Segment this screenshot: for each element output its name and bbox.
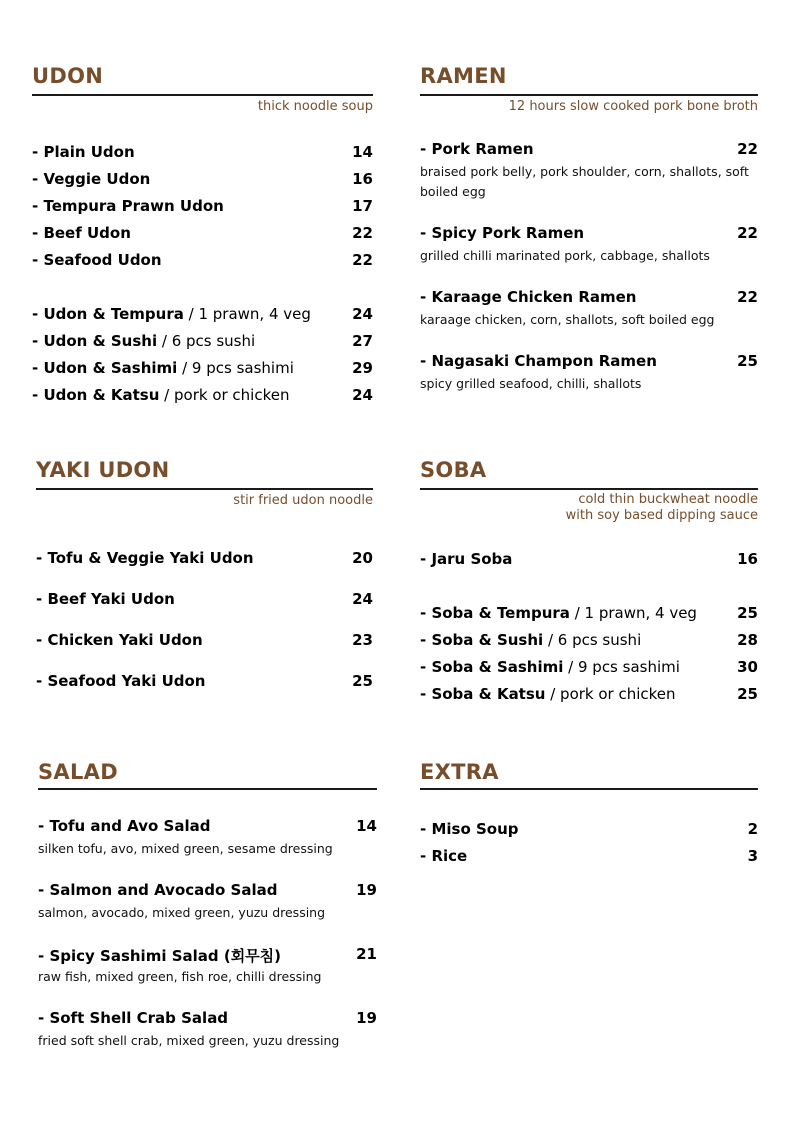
item-name: - Seafood Yaki Udon — [36, 672, 206, 690]
section-divider — [38, 788, 377, 790]
item-name: - Tofu and Avo Salad — [38, 817, 211, 835]
item-name: - Beef Yaki Udon — [36, 590, 175, 608]
item-name: - Seafood Udon — [32, 251, 162, 269]
section-title: SALAD — [38, 760, 118, 784]
item-name — [420, 658, 680, 676]
item-description: silken tofu, avo, mixed green, sesame dressing — [38, 841, 333, 856]
section-extra — [420, 760, 758, 880]
menu-item — [32, 197, 373, 219]
section-subtitle: 12 hours slow cooked pork bone broth — [508, 99, 758, 114]
section-title: EXTRA — [420, 760, 499, 784]
item-name: - Miso Soup — [420, 820, 519, 838]
item-option: / 1 prawn, 4 veg — [183, 305, 311, 323]
section-soba — [420, 458, 758, 708]
section-divider — [32, 94, 373, 96]
item-name — [32, 359, 294, 377]
section-title: UDON — [32, 64, 104, 88]
menu-item — [420, 685, 758, 707]
item-name: - Tofu & Veggie Yaki Udon — [36, 549, 254, 567]
item-name: - Nagasaki Champon Ramen — [420, 352, 657, 370]
menu-item — [420, 352, 758, 391]
section-udon — [32, 64, 373, 414]
item-name-main: - Soba & Tempura — [420, 604, 570, 622]
menu-item — [32, 251, 373, 273]
item-price: 25 — [352, 672, 373, 690]
item-price: 28 — [737, 631, 758, 649]
item-description: grilled chilli marinated pork, cabbage, shallots — [420, 248, 710, 263]
item-name — [420, 604, 697, 622]
item-name-main: - Udon & Katsu — [32, 386, 160, 404]
menu-item — [36, 672, 373, 694]
menu-item — [420, 288, 758, 327]
item-price: 22 — [737, 140, 758, 158]
menu-item — [36, 631, 373, 653]
item-price: 17 — [352, 197, 373, 215]
item-name: - Pork Ramen — [420, 140, 534, 158]
item-option: / 6 pcs sushi — [157, 332, 256, 350]
item-name-main: - Udon & Tempura — [32, 305, 184, 323]
menu-item — [420, 631, 758, 653]
item-price: 22 — [352, 251, 373, 269]
section-title: RAMEN — [420, 64, 507, 88]
menu-item — [38, 945, 377, 984]
menu-item — [420, 224, 758, 263]
item-description: karaage chicken, corn, shallots, soft boiled egg — [420, 312, 715, 327]
item-price: 19 — [356, 881, 377, 899]
menu-item — [420, 604, 758, 626]
item-name: - Spicy Pork Ramen — [420, 224, 585, 242]
item-name-main: - Soba & Sashimi — [420, 658, 564, 676]
item-name: - Jaru Soba — [420, 550, 513, 568]
item-price: 24 — [352, 590, 373, 608]
section-subtitle: stir fried udon noodle — [233, 493, 373, 508]
section-divider — [420, 488, 758, 490]
item-name — [32, 386, 289, 404]
item-name-main: - Udon & Sashimi — [32, 359, 178, 377]
menu-item — [32, 224, 373, 246]
item-description: salmon, avocado, mixed green, yuzu dressing — [38, 905, 326, 920]
menu-item — [38, 1009, 377, 1048]
menu-item — [420, 820, 758, 842]
section-divider — [420, 94, 758, 96]
item-name-main: - Soba & Sushi — [420, 631, 544, 649]
item-description: braised pork belly, pork shoulder, corn, shallots, soft boiled egg — [420, 164, 749, 199]
item-description: raw fish, mixed green, fish roe, chilli dressing — [38, 969, 322, 984]
item-price: 21 — [356, 945, 377, 963]
item-name: - Veggie Udon — [32, 170, 151, 188]
item-price: 14 — [356, 817, 377, 835]
item-option: / pork or chicken — [159, 386, 290, 404]
menu-item — [38, 881, 377, 920]
item-name: - Beef Udon — [32, 224, 131, 242]
item-price: 23 — [352, 631, 373, 649]
menu-item — [420, 658, 758, 680]
item-name — [32, 332, 255, 350]
item-option: / 6 pcs sushi — [543, 631, 642, 649]
item-name: - Tempura Prawn Udon — [32, 197, 224, 215]
item-option: / 1 prawn, 4 veg — [569, 604, 697, 622]
item-price: 24 — [352, 305, 373, 323]
menu-item — [32, 359, 373, 381]
item-price: 22 — [737, 288, 758, 306]
item-name: - Plain Udon — [32, 143, 135, 161]
section-title: SOBA — [420, 458, 487, 482]
item-description: fried soft shell crab, mixed green, yuzu dressing — [38, 1033, 340, 1048]
menu-item — [38, 817, 377, 856]
item-price: 20 — [352, 549, 373, 567]
section-ramen — [420, 64, 758, 404]
item-price: 27 — [352, 332, 373, 350]
section-title: YAKI UDON — [36, 458, 170, 482]
item-name — [420, 631, 641, 649]
item-price: 2 — [747, 820, 758, 838]
item-price: 30 — [737, 658, 758, 676]
item-price: 22 — [737, 224, 758, 242]
section-divider — [420, 788, 758, 790]
item-description: spicy grilled seafood, chilli, shallots — [420, 376, 642, 391]
menu-item — [420, 550, 758, 572]
item-name: - Chicken Yaki Udon — [36, 631, 203, 649]
item-price: 25 — [737, 685, 758, 703]
item-name: - Soft Shell Crab Salad — [38, 1009, 229, 1027]
item-price: 16 — [352, 170, 373, 188]
item-name-main: - Soba & Katsu — [420, 685, 546, 703]
item-price: 19 — [356, 1009, 377, 1027]
menu-item — [36, 590, 373, 612]
item-name: - Karaage Chicken Ramen — [420, 288, 637, 306]
menu-item — [32, 305, 373, 327]
menu-item — [36, 549, 373, 571]
item-price: 3 — [747, 847, 758, 865]
section-yaki-udon — [36, 458, 373, 698]
menu-item — [420, 140, 758, 199]
section-subtitle: thick noodle soup — [257, 99, 373, 114]
item-price: 25 — [737, 604, 758, 622]
item-name — [420, 685, 676, 703]
item-name: - Salmon and Avocado Salad — [38, 881, 278, 899]
menu-item — [420, 847, 758, 869]
item-option: / 9 pcs sashimi — [563, 658, 680, 676]
item-option: / pork or chicken — [545, 685, 676, 703]
item-price: 16 — [737, 550, 758, 568]
menu-item — [32, 143, 373, 165]
section-subtitle: cold thin buckwheat noodle with soy based dipping sauce — [565, 492, 758, 523]
item-name: - Spicy Sashimi Salad (회무침) — [38, 947, 282, 965]
menu-item — [32, 386, 373, 408]
item-price: 25 — [737, 352, 758, 370]
item-name: - Rice — [420, 847, 468, 865]
item-price: 24 — [352, 386, 373, 404]
menu-item — [32, 170, 373, 192]
item-option: / 9 pcs sashimi — [177, 359, 294, 377]
item-price: 29 — [352, 359, 373, 377]
item-price: 14 — [352, 143, 373, 161]
section-salad — [38, 760, 377, 1060]
menu-item — [32, 332, 373, 354]
item-name — [32, 305, 311, 323]
section-divider — [36, 488, 373, 490]
item-price: 22 — [352, 224, 373, 242]
item-name-main: - Udon & Sushi — [32, 332, 158, 350]
